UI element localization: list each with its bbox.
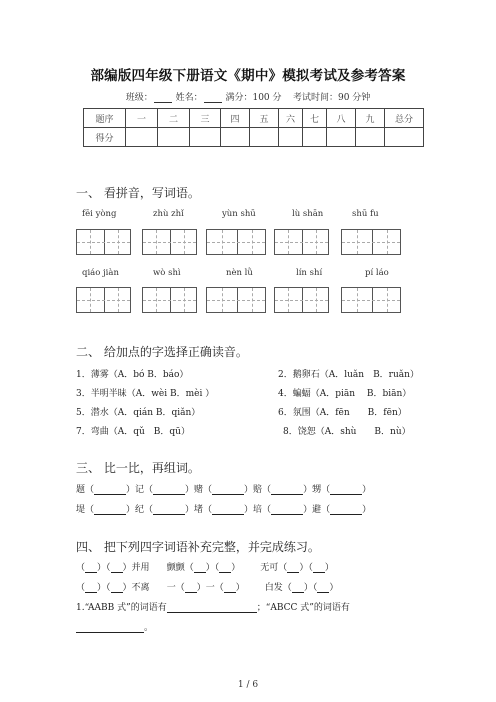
char-label: ）甥（ bbox=[303, 485, 331, 495]
score-table-score-row bbox=[84, 128, 424, 147]
score-header-cell: 四 bbox=[221, 109, 250, 128]
pinyin-label: shū fu bbox=[352, 209, 379, 219]
score-header-cell: 五 bbox=[250, 109, 279, 128]
tianzige-box[interactable] bbox=[274, 287, 329, 313]
score-header-cell: 二 bbox=[158, 109, 190, 128]
pinyin-label: yùn shū bbox=[222, 209, 256, 219]
pinyin-label: lù shān bbox=[292, 209, 324, 219]
name-blank[interactable] bbox=[204, 93, 222, 103]
pinyin-label: pí láo bbox=[365, 268, 389, 278]
char-label: 题（ bbox=[76, 485, 95, 495]
idiom-blank[interactable] bbox=[219, 563, 231, 573]
idiom-blank[interactable] bbox=[317, 583, 329, 593]
idiom-row-2 bbox=[76, 580, 338, 593]
pinyin-label: nèn lǜ bbox=[226, 268, 253, 278]
score-header-cell: 九 bbox=[356, 109, 385, 128]
idiom-blank[interactable] bbox=[111, 583, 123, 593]
tianzige-box[interactable] bbox=[142, 229, 197, 255]
char-label: ）赔（ bbox=[244, 485, 272, 495]
score-header-cell: 三 bbox=[190, 109, 221, 128]
idiom-text: ） bbox=[231, 563, 241, 573]
idiom-blank[interactable] bbox=[292, 583, 304, 593]
char-label: ）记（ bbox=[126, 485, 154, 495]
answer-blank[interactable] bbox=[271, 485, 303, 495]
page-number: 1 / 6 bbox=[237, 680, 259, 690]
idiom-text: ）（ bbox=[97, 563, 111, 573]
full-score-label: 满分：100 分 bbox=[225, 93, 282, 103]
idiom-text: ）一（ bbox=[196, 583, 224, 593]
idiom-text: 无可（ bbox=[260, 563, 288, 573]
char-label: ）赌（ bbox=[185, 485, 213, 495]
reading-item: 5．潜水（A．qián B．qiǎn） bbox=[76, 408, 201, 418]
idiom-row-1 bbox=[76, 560, 334, 573]
tianzige-box[interactable] bbox=[142, 287, 197, 313]
name-label: 姓名： bbox=[175, 93, 203, 103]
score-header-cell: 七 bbox=[303, 109, 327, 128]
idiom-blank[interactable] bbox=[224, 583, 236, 593]
tianzige-box[interactable] bbox=[76, 229, 131, 255]
idiom-blank[interactable] bbox=[185, 583, 197, 593]
score-header-cell: 六 bbox=[279, 109, 303, 128]
idiom-blank[interactable] bbox=[313, 563, 325, 573]
answer-blank[interactable] bbox=[330, 505, 362, 515]
tianzige-box[interactable] bbox=[341, 287, 401, 313]
answer-blank[interactable] bbox=[153, 485, 185, 495]
pinyin-label: fēi yòng bbox=[82, 209, 117, 219]
score-table bbox=[83, 108, 424, 147]
answer-blank[interactable] bbox=[153, 505, 185, 515]
section-2-heading: 二、 给加点的字选择正确读音。 bbox=[76, 345, 248, 359]
char-label: ）堵（ bbox=[185, 505, 213, 515]
section-3-heading: 三、 比一比，再组词。 bbox=[76, 461, 200, 475]
char-label: ）避（ bbox=[303, 505, 331, 515]
idiom-text: （ bbox=[76, 563, 86, 573]
idiom-text: ）（ bbox=[205, 563, 220, 573]
char-label: ） bbox=[362, 485, 372, 495]
idiom-blank[interactable] bbox=[111, 563, 123, 573]
class-blank[interactable] bbox=[154, 93, 172, 103]
pinyin-label: qiáo jiàn bbox=[82, 268, 119, 278]
idiom-text: 白发（ bbox=[264, 583, 292, 593]
reading-item: 4．蝙蝠（A．piān B．biān） bbox=[278, 389, 412, 399]
tianzige-box[interactable] bbox=[274, 229, 329, 255]
compare-row-1 bbox=[76, 482, 371, 495]
question-text: 。 bbox=[144, 623, 154, 633]
pinyin-label: wò shì bbox=[153, 268, 181, 278]
idiom-text: ） bbox=[324, 563, 334, 573]
page-title: 部编版四年级下册语文《期中》模拟考试及参考答案 bbox=[90, 68, 406, 84]
idiom-text: ）（ bbox=[97, 583, 111, 593]
idiom-text: ）不离 bbox=[122, 583, 150, 593]
answer-blank[interactable] bbox=[271, 505, 303, 515]
char-label: 堤（ bbox=[76, 505, 95, 515]
tianzige-box[interactable] bbox=[76, 287, 131, 313]
exam-info-line bbox=[0, 90, 496, 103]
char-label: ）培（ bbox=[244, 505, 272, 515]
tianzige-box[interactable] bbox=[206, 229, 266, 255]
idiom-blank[interactable] bbox=[85, 583, 97, 593]
class-label: 班级： bbox=[125, 93, 153, 103]
score-cell[interactable] bbox=[250, 128, 279, 147]
answer-blank[interactable] bbox=[76, 623, 144, 633]
score-table-header-row bbox=[84, 109, 424, 128]
char-label: ）纪（ bbox=[126, 505, 154, 515]
idiom-text: ） bbox=[235, 583, 245, 593]
idiom-text: 一（ bbox=[166, 583, 185, 593]
pinyin-label: lín shí bbox=[296, 268, 323, 278]
score-header-cell: 题序 bbox=[84, 109, 126, 128]
score-cell[interactable] bbox=[327, 128, 356, 147]
score-header-cell: 总分 bbox=[385, 109, 424, 128]
score-header-cell: 一 bbox=[126, 109, 158, 128]
pinyin-label: zhù zhǐ bbox=[153, 209, 184, 219]
score-cell[interactable] bbox=[190, 128, 221, 147]
idiom-text: 颤颤（ bbox=[166, 563, 194, 573]
idiom-blank[interactable] bbox=[287, 563, 299, 573]
exercise-question-1 bbox=[76, 600, 350, 613]
reading-item: 1．薄雾（A．bó B．báo） bbox=[76, 370, 189, 380]
score-cell[interactable] bbox=[126, 128, 158, 147]
idiom-text: ） bbox=[329, 583, 339, 593]
reading-item: 6．氛围（A．fēn B．fēn） bbox=[278, 408, 407, 418]
answer-blank[interactable] bbox=[212, 505, 244, 515]
question-text: 1.“AABB 式”的词语有 bbox=[76, 603, 167, 613]
idiom-text: ）（ bbox=[303, 583, 318, 593]
reading-item: 3．半明半昧（A．wèi B．mèi ） bbox=[76, 389, 215, 399]
answer-blank[interactable] bbox=[94, 505, 126, 515]
reading-item: 8．饶恕（A．shù B．nù） bbox=[283, 427, 411, 437]
idiom-blank[interactable] bbox=[194, 563, 206, 573]
score-cell[interactable] bbox=[385, 128, 424, 147]
score-cell[interactable] bbox=[356, 128, 385, 147]
idiom-text: ）（ bbox=[299, 563, 313, 573]
tianzige-box[interactable] bbox=[341, 229, 401, 255]
answer-blank[interactable] bbox=[167, 603, 257, 613]
score-cell[interactable] bbox=[221, 128, 250, 147]
section-1-heading: 一、 看拼音，写词语。 bbox=[76, 186, 200, 200]
exercise-question-1-cont bbox=[76, 620, 153, 633]
score-header-cell: 八 bbox=[327, 109, 356, 128]
tianzige-box[interactable] bbox=[206, 287, 266, 313]
idiom-text: （ bbox=[76, 583, 86, 593]
answer-blank[interactable] bbox=[212, 485, 244, 495]
reading-item: 7．弯曲（A．qǔ B．qū） bbox=[76, 427, 190, 437]
idiom-blank[interactable] bbox=[85, 563, 97, 573]
score-row-label: 得分 bbox=[84, 128, 126, 147]
char-label: ） bbox=[362, 505, 372, 515]
section-4-heading: 四、 把下列四字词语补充完整，并完成练习。 bbox=[76, 540, 320, 554]
answer-blank[interactable] bbox=[330, 485, 362, 495]
answer-blank[interactable] bbox=[94, 485, 126, 495]
score-cell[interactable] bbox=[279, 128, 303, 147]
question-text: ；“ABCC 式”的词语有 bbox=[256, 603, 350, 613]
reading-item: 2．鹅卵石（A．luǎn B．ruǎn） bbox=[278, 370, 419, 380]
score-cell[interactable] bbox=[158, 128, 190, 147]
score-cell[interactable] bbox=[303, 128, 327, 147]
exam-time-label: 考试时间：90 分钟 bbox=[292, 93, 371, 103]
compare-row-2 bbox=[76, 502, 371, 515]
idiom-text: ）并用 bbox=[122, 563, 150, 573]
